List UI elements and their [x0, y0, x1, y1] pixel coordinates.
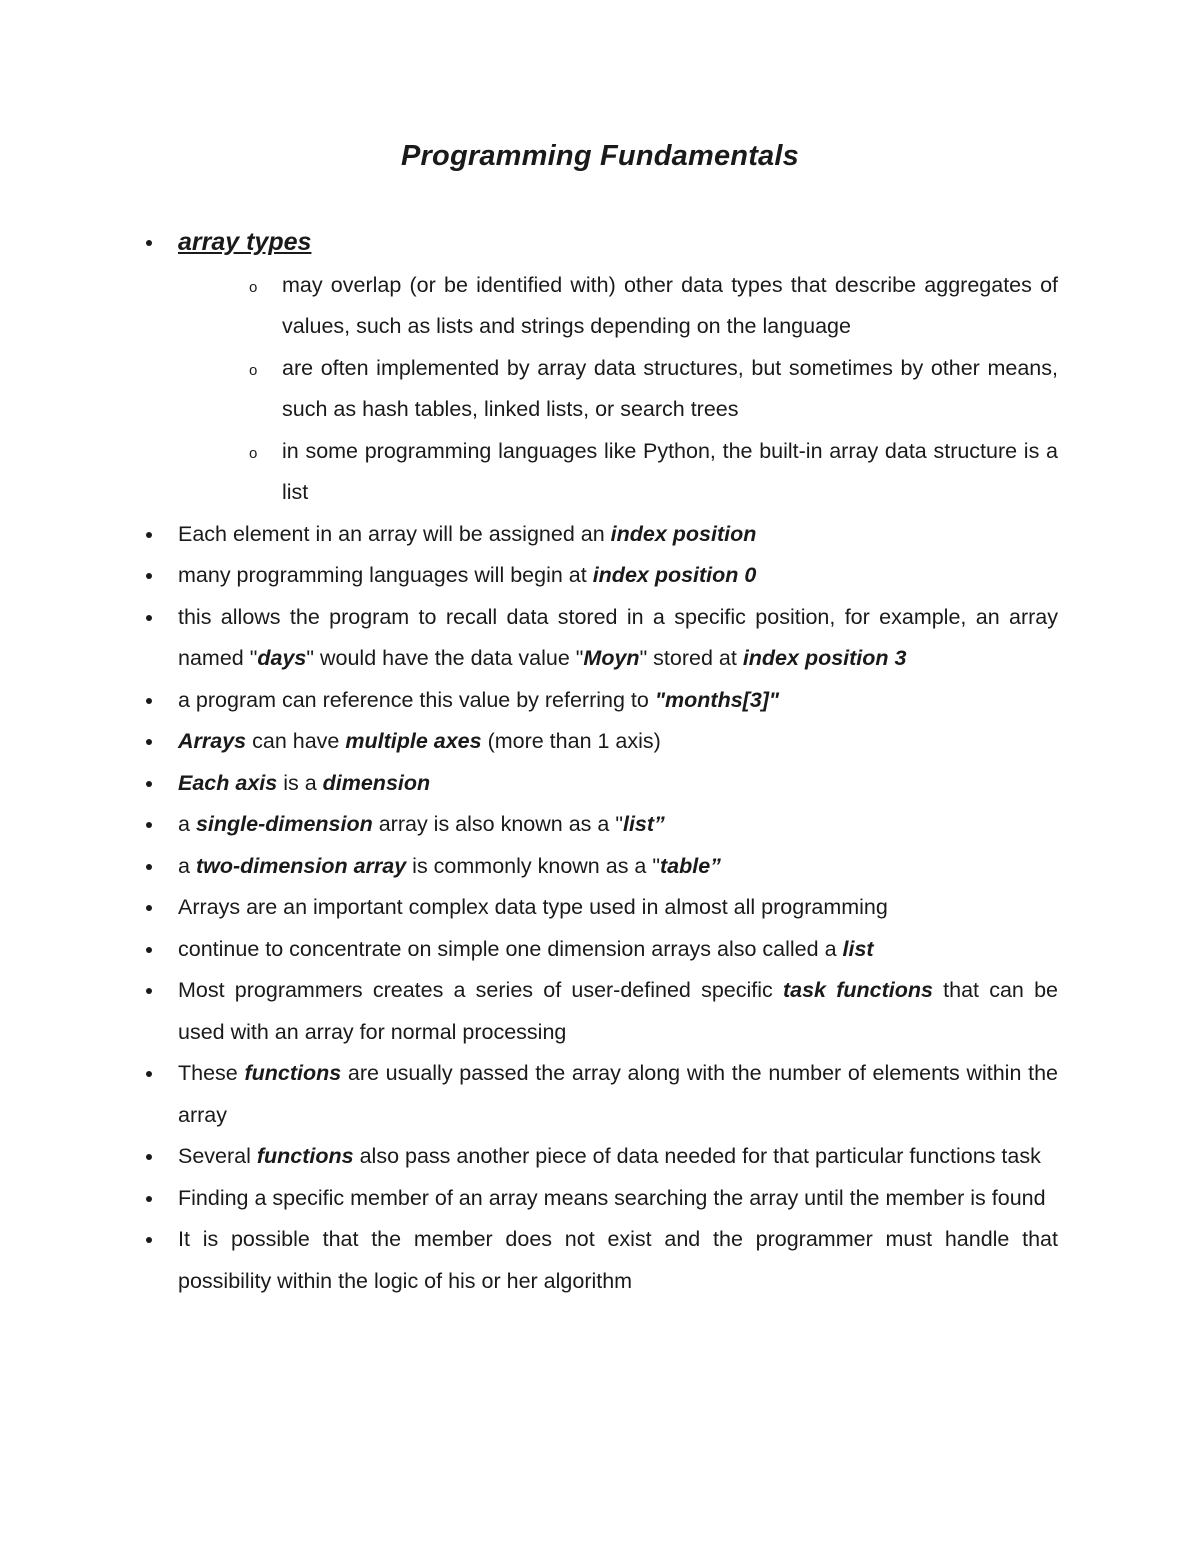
list-item: continue to concentrate on simple one dimension arrays also called a list: [178, 929, 1058, 971]
list-item: this allows the program to recall data stored in a specific position, for example, an array named "days" would have the data value "Moyn" stored at index position 3: [178, 597, 1058, 680]
list-item: Arrays can have multiple axes (more than 1 axis): [178, 721, 1058, 763]
list-item: Arrays are an important complex data type used in almost all programming: [178, 887, 1058, 929]
sub-list-item: o are often implemented by array data structures, but sometimes by other means, such as hash tables, linked lists, or search trees: [282, 348, 1058, 431]
list-item: many programming languages will begin at index position 0: [178, 555, 1058, 597]
sub-list-item: o may overlap (or be identified with) other data types that describe aggregates of values, such as lists and strings depending on the language: [282, 265, 1058, 348]
list-item-array-types: [178, 222, 1058, 514]
list-item: Several functions also pass another piece of data needed for that particular functions task: [178, 1136, 1058, 1178]
list-item: a two-dimension array is commonly known as a "table”: [178, 846, 1058, 888]
list-item: Each element in an array will be assigned an index position: [178, 514, 1058, 556]
bullet-list: [178, 222, 1058, 1302]
list-item: Most programmers creates a series of user-defined specific task functions that can be used with an array for normal processing: [178, 970, 1058, 1053]
list-item: Finding a specific member of an array means searching the array until the member is found: [178, 1178, 1058, 1220]
page-title: Programming Fundamentals: [401, 140, 799, 172]
list-item: a program can reference this value by referring to "months[3]": [178, 680, 1058, 722]
sub-bullet-list: [282, 265, 1058, 514]
list-item: These functions are usually passed the array along with the number of elements within the array: [178, 1053, 1058, 1136]
list-item: Each axis is a dimension: [178, 763, 1058, 805]
list-item: a single-dimension array is also known as a "list”: [178, 804, 1058, 846]
sub-list-item: o in some programming languages like Python, the built-in array data structure is a list: [282, 431, 1058, 514]
list-item: It is possible that the member does not exist and the programmer must handle that possibility within the logic of his or her algorithm: [178, 1219, 1058, 1302]
section-heading: array types: [178, 228, 312, 256]
